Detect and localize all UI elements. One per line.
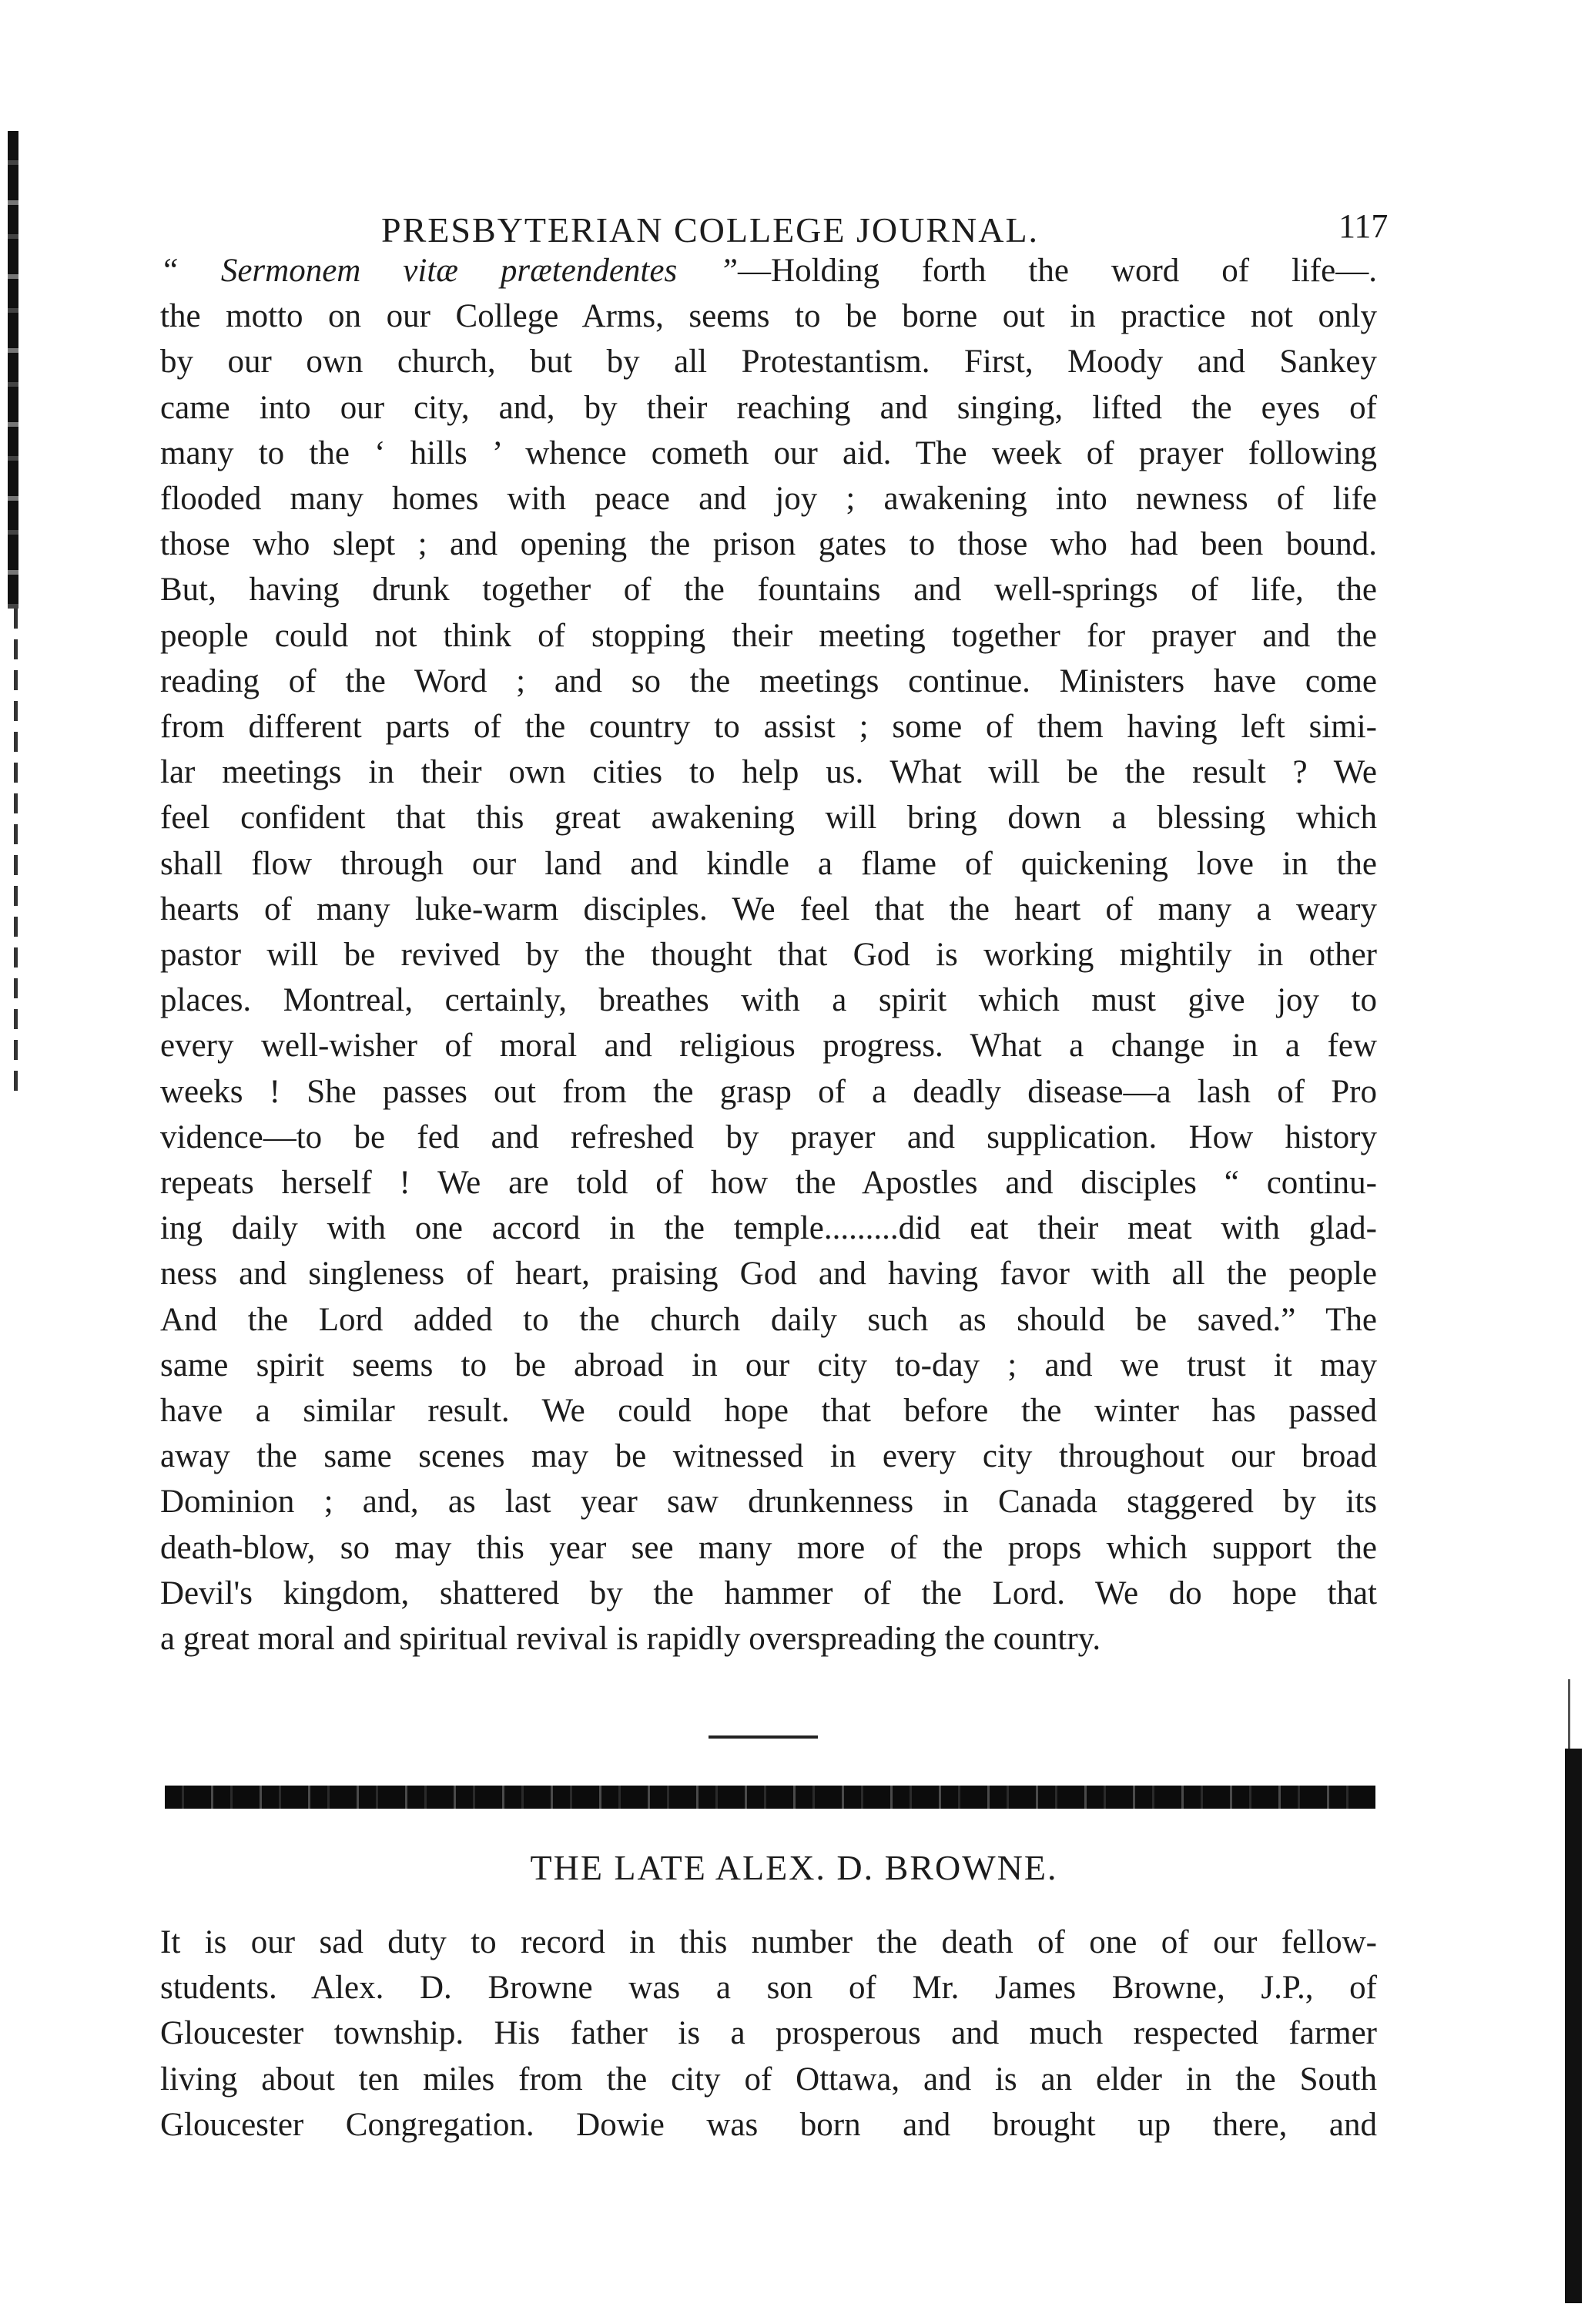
text-line: vidence—to be fed and refreshed by prayer and supplication. How history [160,1118,1377,1155]
text-line: But, having drunk together of the fountains and well-springs of life, the [160,572,1377,609]
text-line: It is our sad duty to record in this number the death of one of our fellow- [160,1924,1377,1960]
running-head: PRESBYTERIAN COLLEGE JOURNAL. [381,210,1040,250]
text-line: weeks ! She passes out from the grasp of a deadly disease—a lash of Pro [160,1073,1377,1110]
text-line: feel confident that this great awakening will bring down a blessing which [160,800,1377,837]
text-line: from different parts of the country to assist ; some of them having left simi- [160,709,1377,746]
text-line: hearts of many luke-warm disciples. We feel that the heart of many a weary [160,890,1377,927]
text-line: have a similar result. We could hope that before the winter has passed [160,1393,1377,1430]
text-line: Gloucester township. His father is a prosperous and much respected farmer [160,2015,1377,2052]
scan-edge-shadow-right-thin [1568,1679,1570,1749]
ornamental-border-band [165,1786,1375,1809]
text-line: living about ten miles from the city of Ottawa, and is an elder in the South [160,2061,1377,2098]
text-line: Dominion ; and, as last year saw drunkenness in Canada staggered by its [160,1484,1377,1521]
text-line: a great moral and spiritual revival is rapidly overspreading the country. [160,1621,1101,1658]
text-line: ing daily with one accord in the temple.........did eat their meat with glad- [160,1210,1377,1247]
text-line: Devil's kingdom, shattered by the hammer of the Lord. We do hope that [160,1574,1377,1611]
motto-translation: —Holding forth the word of life—. [738,253,1377,289]
obituary-paragraph [160,1920,1377,2148]
text-line: every well-wisher of moral and religious progress. What a change in a few [160,1028,1377,1065]
text-line: students. Alex. D. Browne was a son of Mr. James Browne, J.P., of [160,1970,1377,2007]
scan-edge-shadow-left [8,131,18,609]
text-line: ness and singleness of heart, praising God and having favor with all the people [160,1256,1377,1293]
text-line: people could not think of stopping their meeting together for prayer and the [160,617,1377,654]
text-line: repeats herself ! We are told of how the Apostles and disciples “ continu- [160,1165,1377,1202]
text-line: the motto on our College Arms, seems to be borne out in practice not only [160,298,1377,335]
text-line [160,248,1377,293]
text-line: Gloucester Congregation. Dowie was born and brought up there, and [160,2106,1377,2143]
scan-edge-shadow-right [1565,1749,1582,2303]
college-motto-latin: “ Sermonem vitæ prætendentes ” [160,253,739,289]
page-number: 117 [1338,207,1389,245]
text-line: many to the ‘ hills ’ whence cometh our aid. The week of prayer following [160,434,1377,471]
text-line: lar meetings in their own cities to help us. What will be the result ? We [160,754,1377,791]
text-line: shall flow through our land and kindle a flame of quickening love in the [160,845,1377,882]
scan-edge-shadow-left-lower [14,609,18,1102]
text-line: same spirit seems to be abroad in our city to-day ; and we trust it may [160,1346,1377,1383]
text-line: And the Lord added to the church daily such as should be saved.” The [160,1301,1377,1338]
text-line: by our own church, but by all Protestantism. First, Moody and Sankey [160,344,1377,381]
text-line: reading of the Word ; and so the meetings continue. Ministers have come [160,662,1377,699]
text-line: those who slept ; and opening the prison gates to those who had been bound. [160,526,1377,563]
editorial-paragraph [160,248,1377,1662]
article-title: THE LATE ALEX. D. BROWNE. [530,1848,1058,1887]
text-line: pastor will be revived by the thought that God is working mightily in other [160,937,1377,974]
section-divider-rule [709,1735,818,1739]
text-line: places. Montreal, certainly, breathes with a spirit which must give joy to [160,982,1377,1019]
text-line: away the same scenes may be witnessed in every city throughout our broad [160,1438,1377,1475]
text-line: came into our city, and, by their reaching and singing, lifted the eyes of [160,389,1377,426]
text-line: death-blow, so may this year see many more of the props which support the [160,1529,1377,1566]
text-line: flooded many homes with peace and joy ; awakening into newness of life [160,481,1377,518]
